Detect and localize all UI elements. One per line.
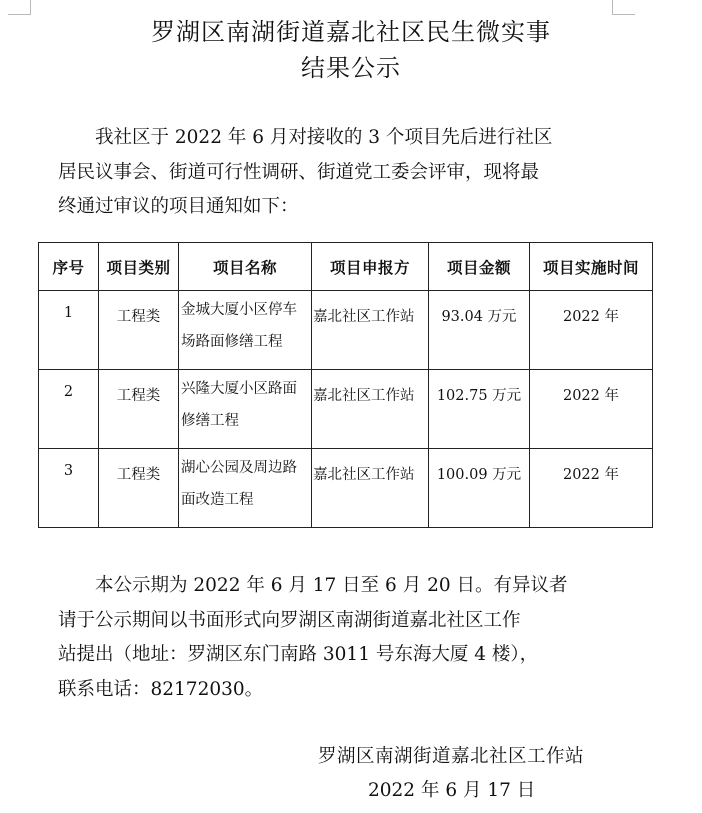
table-row xyxy=(39,291,653,370)
cell-applicant: 嘉北社区工作站 xyxy=(313,467,415,483)
cell-category: 工程类 xyxy=(116,467,161,483)
header-amount: 项目金额 xyxy=(429,243,530,291)
margin-corner-mark-left xyxy=(8,0,31,15)
cell-name: 兴隆大厦小区路面修缮工程 xyxy=(181,381,297,429)
document-title-line-1: 罗湖区南湖街道嘉北社区民生微实事 xyxy=(151,18,551,46)
table-row xyxy=(39,370,653,449)
header-time: 项目实施时间 xyxy=(530,243,653,291)
margin-corner-mark-right xyxy=(612,0,635,15)
cell-amount: 93.04 万元 xyxy=(441,309,517,325)
cell-applicant: 嘉北社区工作站 xyxy=(313,388,415,404)
cell-time: 2022 年 xyxy=(562,388,619,404)
header-category: 项目类别 xyxy=(99,243,179,291)
cell-applicant: 嘉北社区工作站 xyxy=(313,309,415,325)
notice-paragraph xyxy=(58,569,618,707)
notice-line-2: 请于公示期间以书面形式向罗湖区南湖街道嘉北社区工作 xyxy=(58,609,521,631)
cell-amount: 100.09 万元 xyxy=(436,467,522,483)
header-applicant: 项目申报方 xyxy=(312,243,429,291)
cell-name: 湖心公园及周边路面改造工程 xyxy=(181,460,297,508)
cell-time: 2022 年 xyxy=(562,467,619,483)
notice-line-3: 站提出（地址：罗湖区东门南路 3011 号东海大厦 4 楼）， xyxy=(58,644,539,665)
signature-date: 2022 年 6 月 17 日 xyxy=(368,780,536,801)
cell-amount: 102.75 万元 xyxy=(436,388,522,404)
cell-no: 1 xyxy=(63,305,74,321)
cell-no: 3 xyxy=(63,463,74,479)
cell-category: 工程类 xyxy=(116,388,161,404)
cell-time: 2022 年 xyxy=(562,309,619,325)
notice-line-4: 联系电话：82172030。 xyxy=(58,678,264,700)
notice-line-1: 本公示期为 2022 年 6 月 17 日至 6 月 20 日。有异议者 xyxy=(95,575,568,596)
header-no: 序号 xyxy=(39,243,99,291)
cell-name: 金城大厦小区停车场路面修缮工程 xyxy=(181,302,297,350)
table-header-row xyxy=(39,243,653,291)
cell-no: 2 xyxy=(63,384,74,400)
intro-line-2: 居民议事会、街道可行性调研、街道党工委会评审，现将最 xyxy=(58,161,540,183)
signature-organization: 罗湖区南湖街道嘉北社区工作站 xyxy=(318,746,585,767)
intro-line-1: 我社区于 2022 年 6 月对接收的 3 个项目先后进行社区 xyxy=(95,127,553,148)
header-name: 项目名称 xyxy=(179,243,312,291)
intro-line-3: 终通过审议的项目通知如下： xyxy=(58,196,299,217)
cell-category: 工程类 xyxy=(116,309,161,325)
document-title-line-2: 结果公示 xyxy=(301,54,401,82)
project-table xyxy=(38,242,653,528)
table-row xyxy=(39,449,653,528)
intro-paragraph xyxy=(58,121,618,225)
